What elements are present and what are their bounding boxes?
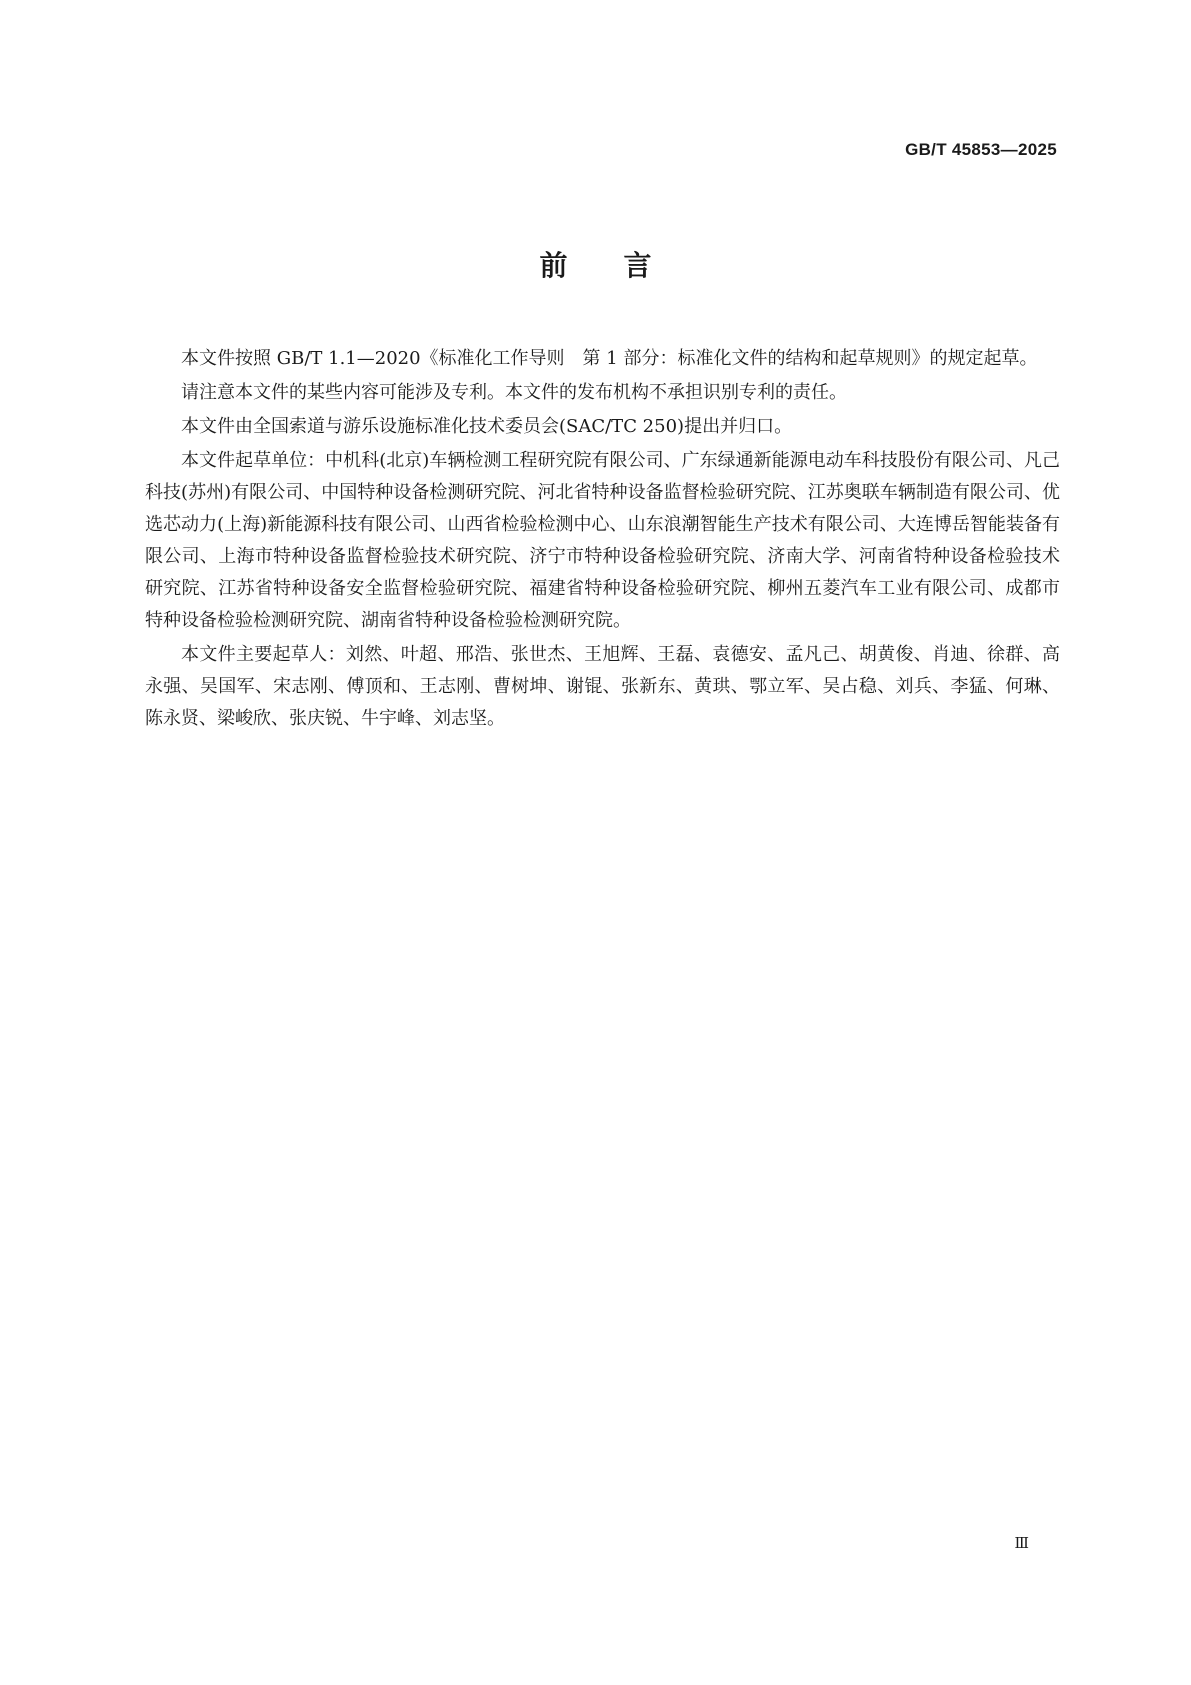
standard-number: GB/T 45853—2025 bbox=[905, 140, 1057, 159]
page-title: 前言 bbox=[539, 249, 708, 282]
foreword-body bbox=[145, 343, 1060, 737]
paragraph-drafters: 本文件主要起草人：刘然、叶超、邢浩、张世杰、王旭辉、王磊、袁德安、孟凡己、胡黄俊、肖迪、徐群、高永强、吴国军、宋志刚、傅顶和、王志刚、曹树坤、谢锟、张新东、黄珙、鄂立军、吴占稳、刘兵、李猛、何琳、陈永贤、梁峻欣、张庆锐、牛宇峰、刘志坚。 bbox=[145, 644, 1060, 729]
paragraph-patent-notice: 请注意本文件的某些内容可能涉及专利。本文件的发布机构不承担识别专利的责任。 bbox=[181, 382, 847, 403]
page-number: Ⅲ bbox=[1014, 1534, 1029, 1552]
paragraph-committee: 本文件由全国索道与游乐设施标准化技术委员会(SAC/TC 250)提出并归口。 bbox=[181, 416, 793, 437]
paragraph-drafting-organizations: 本文件起草单位：中机科(北京)车辆检测工程研究院有限公司、广东绿通新能源电动车科技股份有限公司、凡己科技(苏州)有限公司、中国特种设备检测研究院、河北省特种设备监督检验研究院、江苏奥联车辆制造有限公司、优选芯动力(上海)新能源科技有限公司、山西省检验检测中心、山东浪潮智能生产技术有限公司、大连博岳智能装备有限公司、上海市特种设备监督检验技术研究院、济宁市特种设备检验研究院、济南大学、河南省特种设备检验技术研究院、江苏省特种设备安全监督检验研究院、福建省特种设备检验研究院、柳州五菱汽车工业有限公司、成都市特种设备检验检测研究院、湖南省特种设备检验检测研究院。 bbox=[145, 450, 1060, 631]
paragraph-drafting-rules: 本文件按照 GB/T 1.1—2020《标准化工作导则 第 1 部分：标准化文件的结构和起草规则》的规定起草。 bbox=[181, 348, 1038, 369]
